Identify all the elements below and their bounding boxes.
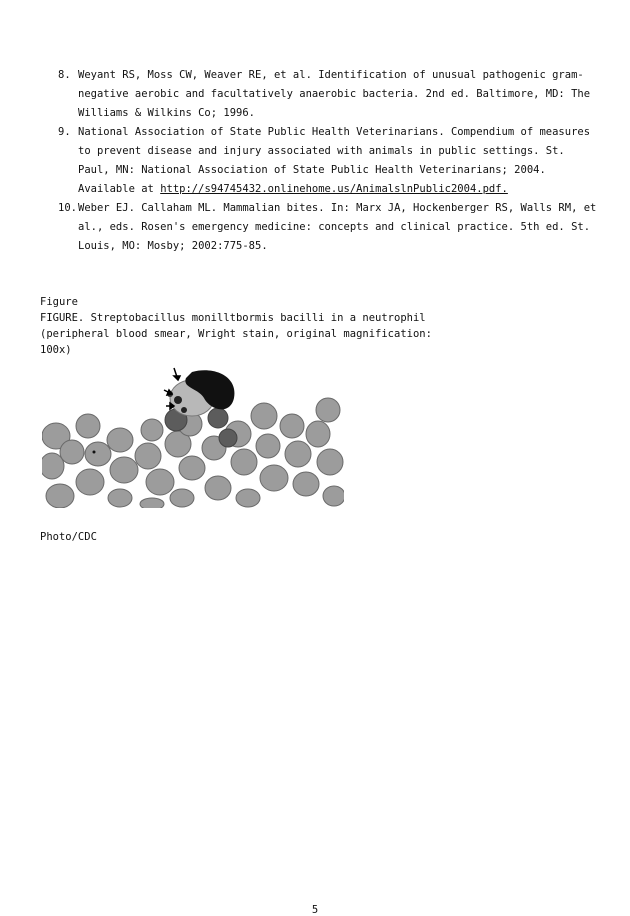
reference-item bbox=[58, 66, 598, 123]
figure-caption-block bbox=[40, 294, 460, 358]
reference-number: 10. bbox=[58, 202, 77, 214]
page-number: 5 bbox=[311, 904, 319, 916]
figure-label: Figure bbox=[40, 296, 78, 308]
reference-item bbox=[58, 199, 598, 256]
reference-item bbox=[58, 123, 598, 199]
blood-smear-image bbox=[42, 358, 344, 508]
figure-caption: FIGURE. Streptobacillus monilltbormis bacilli in a neutrophil (peripheral blood smear, Wright stain, original magnification: 100x) bbox=[40, 312, 432, 356]
reference-text: Weyant RS, Moss CW, Weaver RE, et al. Identification of unusual pathogenic gram-negative aerobic and facultatively anaerobic bacteria. 2nd ed. Baltimore, MD: The Williams & Wilkins Co; 1996. bbox=[78, 69, 591, 119]
reference-link[interactable]: http://s94745432.onlinehome.us/AnimalslnPublic2004.pdf. bbox=[160, 183, 508, 195]
reference-text-body: National Association of State Public Health Veterinarians. Compendium of measures to prevent disease and injury associated with animals in public settings. St. Paul, MN: National Association of State Public Health Veterinarians; 2004. Available at bbox=[78, 126, 591, 195]
reference-text: Weber EJ. Callaham ML. Mammalian bites. In: Marx JA, Hockenberger RS, Walls RM, et al., eds. Rosen's emergency medicine: concepts and clinical practice. 5th ed. St. Louis, MO: Mosby; 2002:775-85. bbox=[78, 202, 597, 252]
reference-number: 9. bbox=[58, 126, 71, 138]
reference-text bbox=[78, 123, 598, 199]
reference-list bbox=[58, 66, 598, 256]
reference-number: 8. bbox=[58, 69, 71, 81]
photo-credit: Photo/CDC bbox=[40, 531, 97, 543]
